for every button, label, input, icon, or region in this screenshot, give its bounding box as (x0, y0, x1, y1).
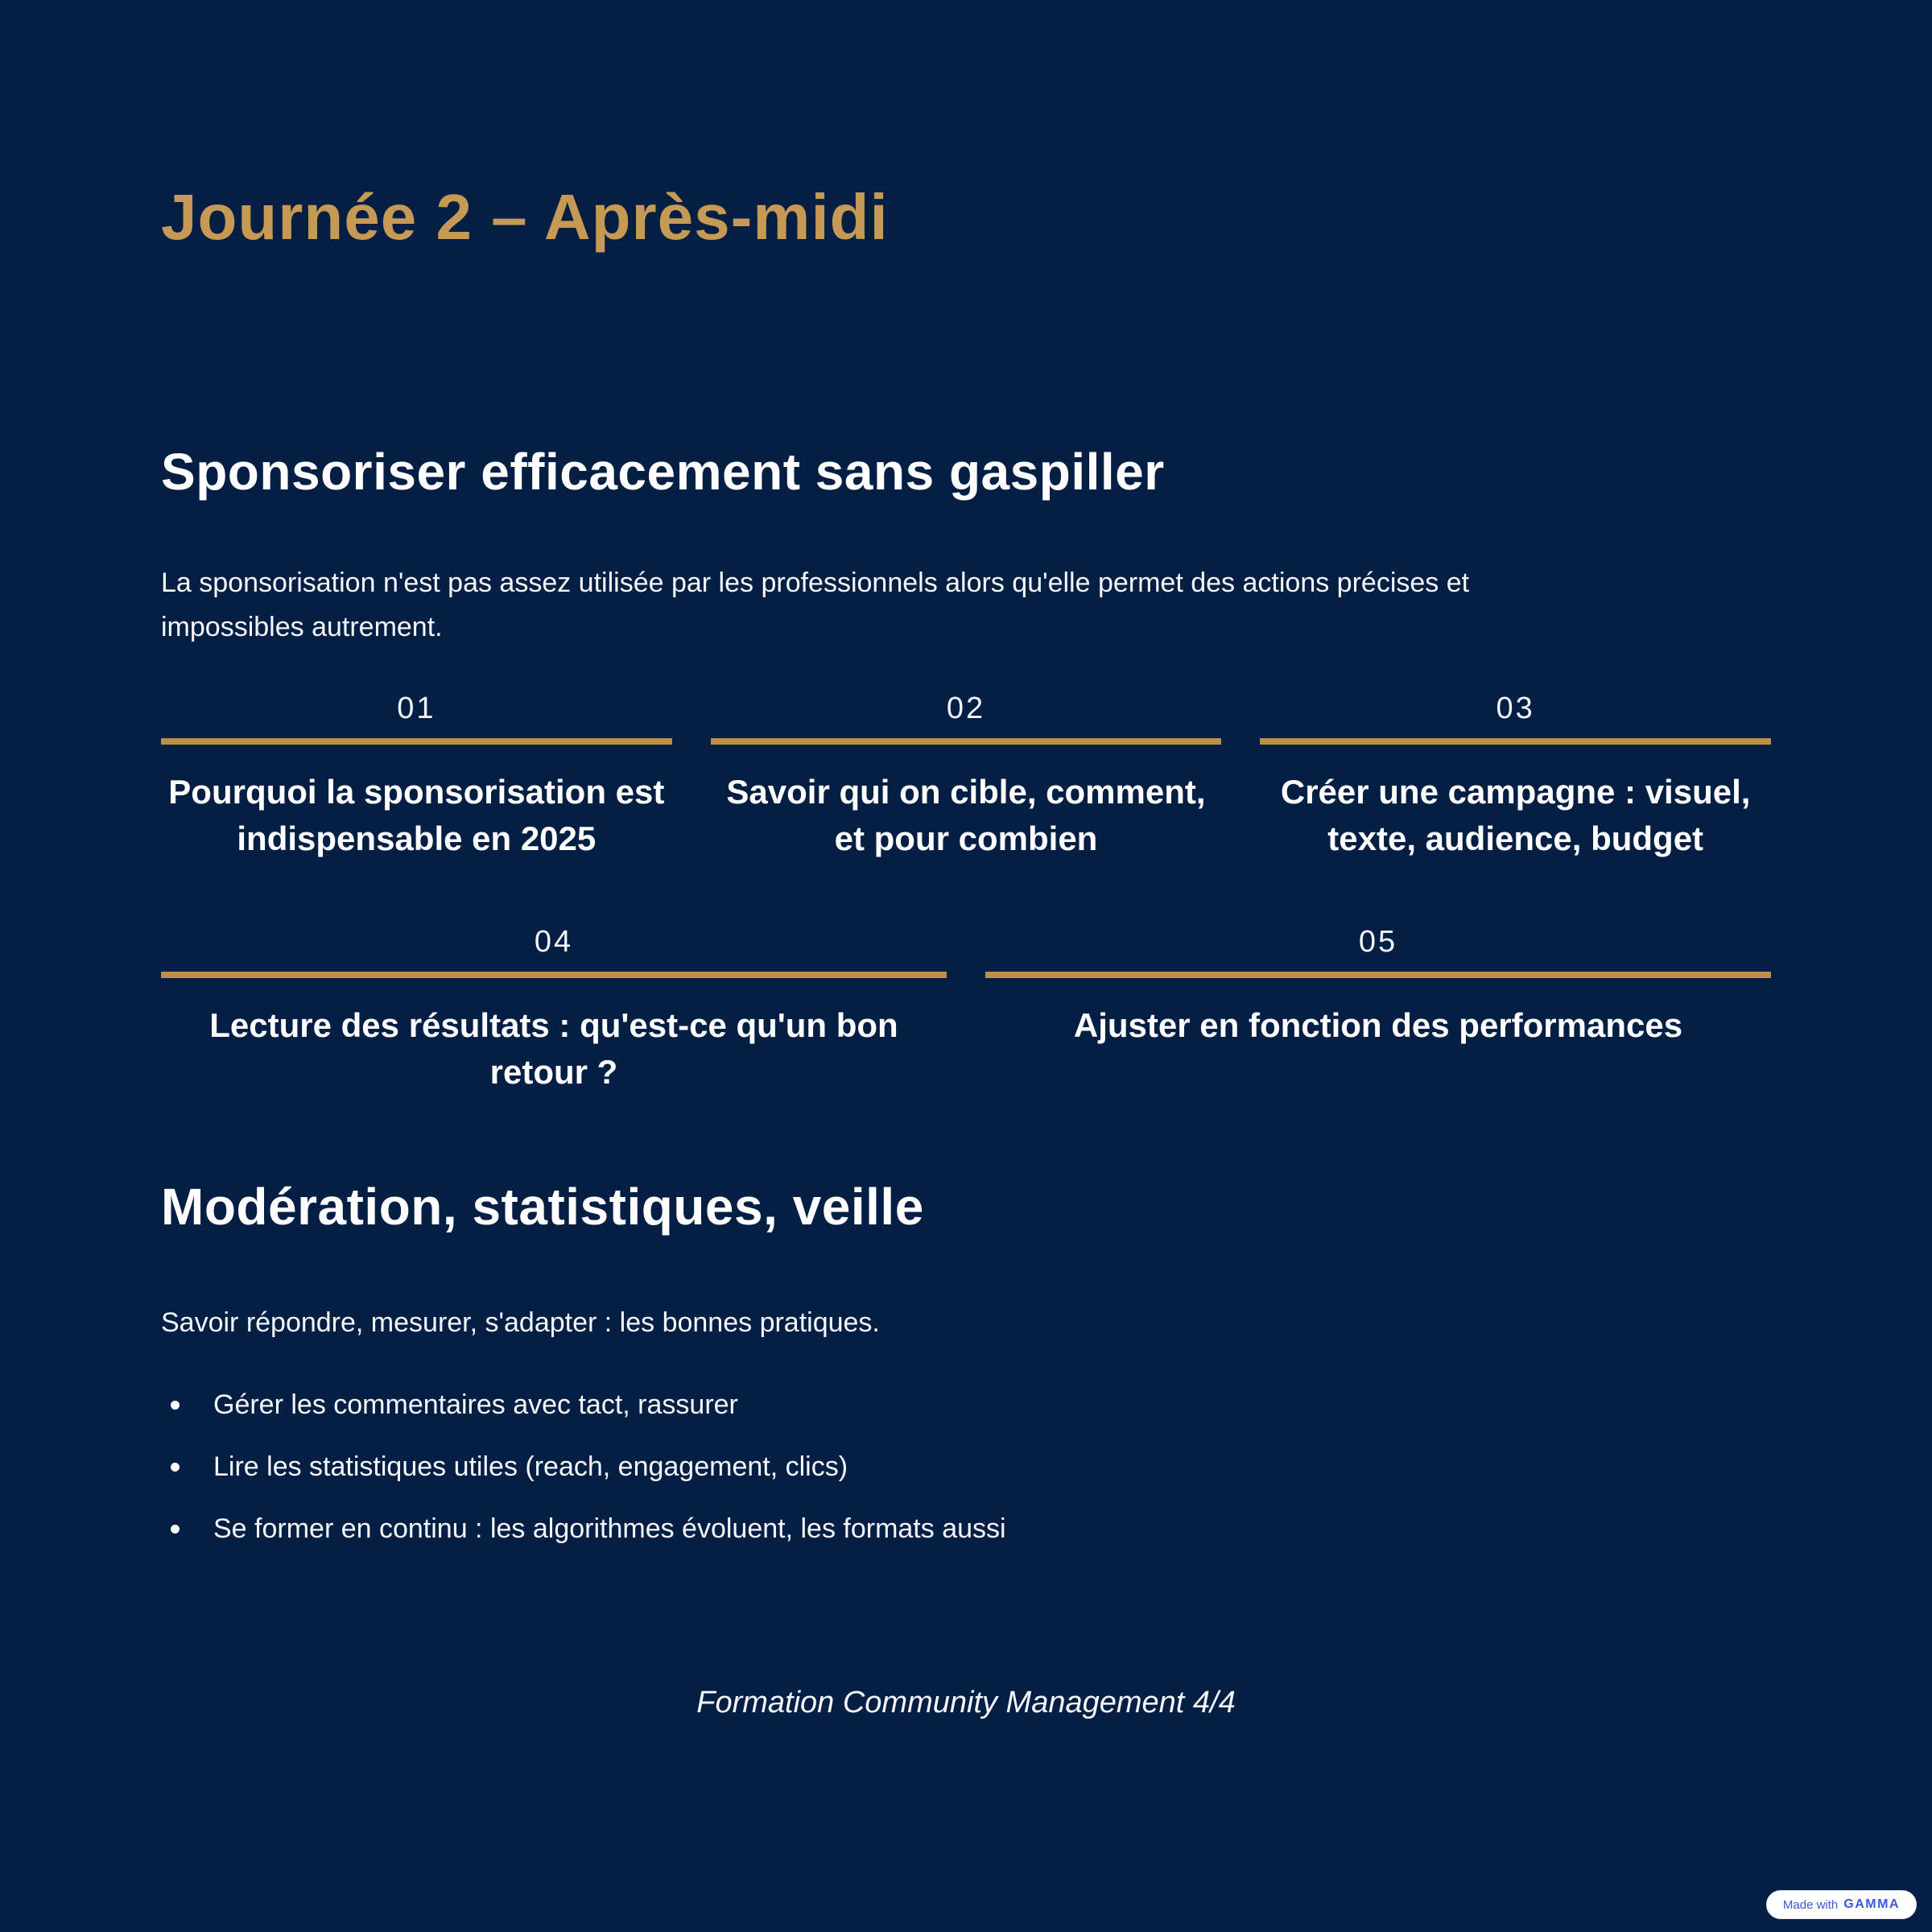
step-title: Lecture des résultats : qu'est-ce qu'un bon retour ? (209, 1005, 898, 1091)
step-title: Ajuster en fonction des performances (1073, 1005, 1683, 1044)
steps-row-1 (161, 691, 1771, 862)
step-number: 03 (1496, 691, 1535, 725)
section2-intro-paragraph: Savoir répondre, mesurer, s'adapter : les bonnes pratiques. (161, 1307, 880, 1338)
step-number: 02 (946, 691, 986, 725)
step-divider (1260, 738, 1771, 745)
bullet-text: Gérer les commentaires avec tact, rassurer (213, 1389, 738, 1420)
bullet-dot-icon (171, 1525, 180, 1534)
bullet-item (171, 1387, 1771, 1422)
badge-prefix-text: Made with (1782, 1897, 1839, 1912)
bullet-list (161, 1387, 1771, 1546)
step-item-02 (711, 691, 1222, 862)
step-title: Pourquoi la sponsorisation est indispensable en 2025 (168, 772, 665, 857)
step-number: 04 (534, 924, 574, 959)
slide-title: Journée 2 – Après-midi (161, 181, 889, 253)
bullet-text: Lire les statistiques utiles (reach, engagement, clics) (213, 1451, 848, 1482)
step-item-01 (161, 691, 672, 862)
section-heading-sponsorisation: Sponsoriser efficacement sans gaspiller (161, 443, 1165, 501)
step-title: Créer une campagne : visuel, texte, audience, budget (1280, 772, 1751, 857)
steps-row-2 (161, 925, 1771, 1096)
gamma-logo: GAMMA (1843, 1897, 1900, 1911)
step-number: 05 (1358, 924, 1398, 959)
section-heading-moderation: Modération, statistiques, veille (161, 1177, 924, 1236)
step-divider (161, 738, 672, 745)
step-item-03 (1260, 691, 1771, 862)
step-divider (711, 738, 1222, 745)
step-item-04 (161, 925, 947, 1096)
bullet-dot-icon (171, 1401, 180, 1410)
section1-intro-paragraph: La sponsorisation n'est pas assez utilisée par les professionnels alors qu'elle permet des actions précises et impossibles autrement. (161, 567, 1470, 642)
bullet-item (171, 1449, 1771, 1484)
step-title: Savoir qui on cible, comment, et pour combien (726, 772, 1206, 857)
bullet-dot-icon (171, 1463, 180, 1472)
bullet-item (171, 1511, 1771, 1546)
step-divider (985, 972, 1771, 978)
step-item-05 (985, 925, 1771, 1096)
step-number: 01 (397, 691, 436, 725)
step-divider (161, 972, 947, 978)
bullet-text: Se former en continu : les algorithmes évoluent, les formats aussi (213, 1513, 1006, 1544)
footer-caption: Formation Community Management 4/4 (696, 1685, 1236, 1719)
made-with-gamma-badge[interactable] (1766, 1890, 1917, 1919)
